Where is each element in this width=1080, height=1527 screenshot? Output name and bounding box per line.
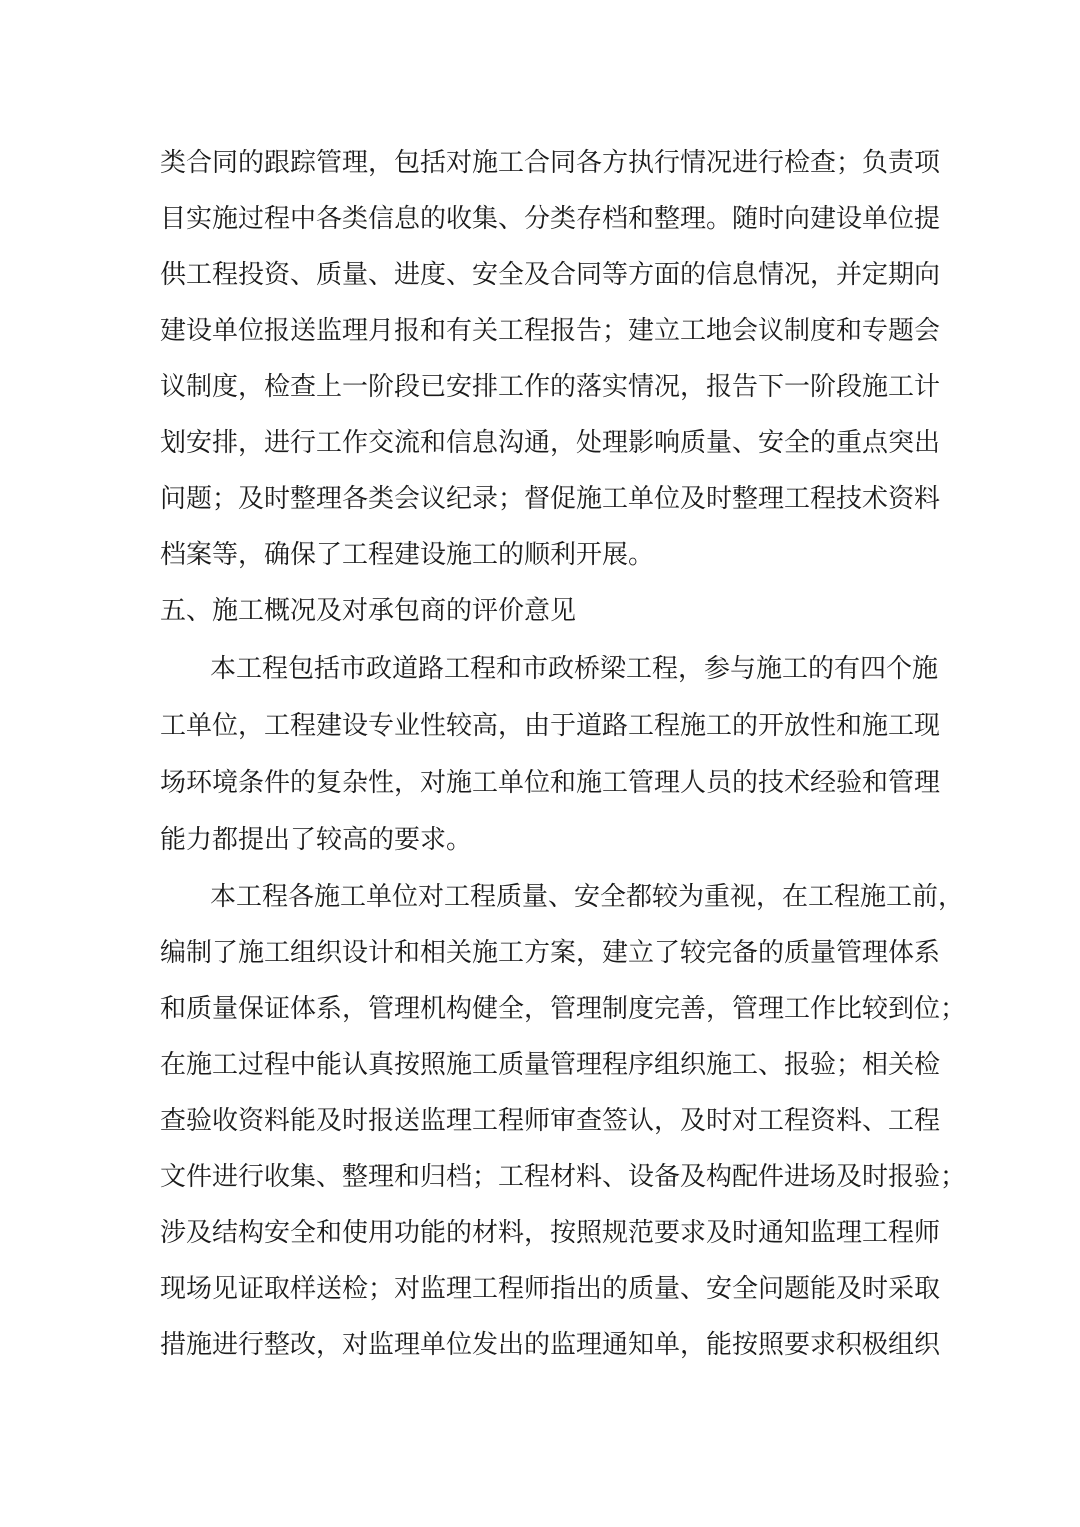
paragraph-line: 涉及结构安全和使用功能的材料，按照规范要求及时通知监理工程师 [160,1218,941,1248]
paragraph-line: 能力都提出了较高的要求。 [160,825,473,855]
paragraph-line: 编制了施工组织设计和相关施工方案，建立了较完备的质量管理体系 [160,938,941,968]
paragraph-line: 工单位，工程建设专业性较高，由于道路工程施工的开放性和施工现 [160,711,941,741]
paragraph-line: 在施工过程中能认真按照施工质量管理程序组织施工、报验；相关检 [160,1050,941,1080]
paragraph-line: 措施进行整改，对监理单位发出的监理通知单，能按照要求积极组织 [160,1330,941,1360]
paragraph-line: 档案等，确保了工程建设施工的顺利开展。 [160,540,655,570]
paragraph-line: 现场见证取样送检；对监理工程师指出的质量、安全问题能及时采取 [160,1274,941,1304]
paragraph-line: 议制度，检查上一阶段已安排工作的落实情况，报告下一阶段施工计 [160,372,941,402]
paragraph-line: 本工程各施工单位对工程质量、安全都较为重视，在工程施工前， [210,882,965,912]
section-heading: 五、施工概况及对承包商的评价意见 [160,596,577,626]
paragraph-line: 问题；及时整理各类会议纪录；督促施工单位及时整理工程技术资料 [160,484,941,514]
paragraph-line: 建设单位报送监理月报和有关工程报告；建立工地会议制度和专题会 [160,316,941,346]
paragraph-line: 查验收资料能及时报送监理工程师审查签认，及时对工程资料、工程 [160,1106,941,1136]
paragraph-line: 文件进行收集、整理和归档；工程材料、设备及构配件进场及时报验； [160,1162,967,1192]
paragraph-line: 场环境条件的复杂性，对施工单位和施工管理人员的技术经验和管理 [160,768,941,798]
paragraph-line: 和质量保证体系，管理机构健全，管理制度完善，管理工作比较到位； [160,994,967,1024]
paragraph-line: 划安排，进行工作交流和信息沟通，处理影响质量、安全的重点突出 [160,428,941,458]
paragraph-line: 供工程投资、质量、进度、安全及合同等方面的信息情况，并定期向 [160,260,941,290]
paragraph-line: 目实施过程中各类信息的收集、分类存档和整理。随时向建设单位提 [160,204,941,234]
paragraph-line: 类合同的跟踪管理，包括对施工合同各方执行情况进行检查；负责项 [160,148,941,178]
paragraph-line: 本工程包括市政道路工程和市政桥梁工程，参与施工的有四个施 [210,654,939,684]
